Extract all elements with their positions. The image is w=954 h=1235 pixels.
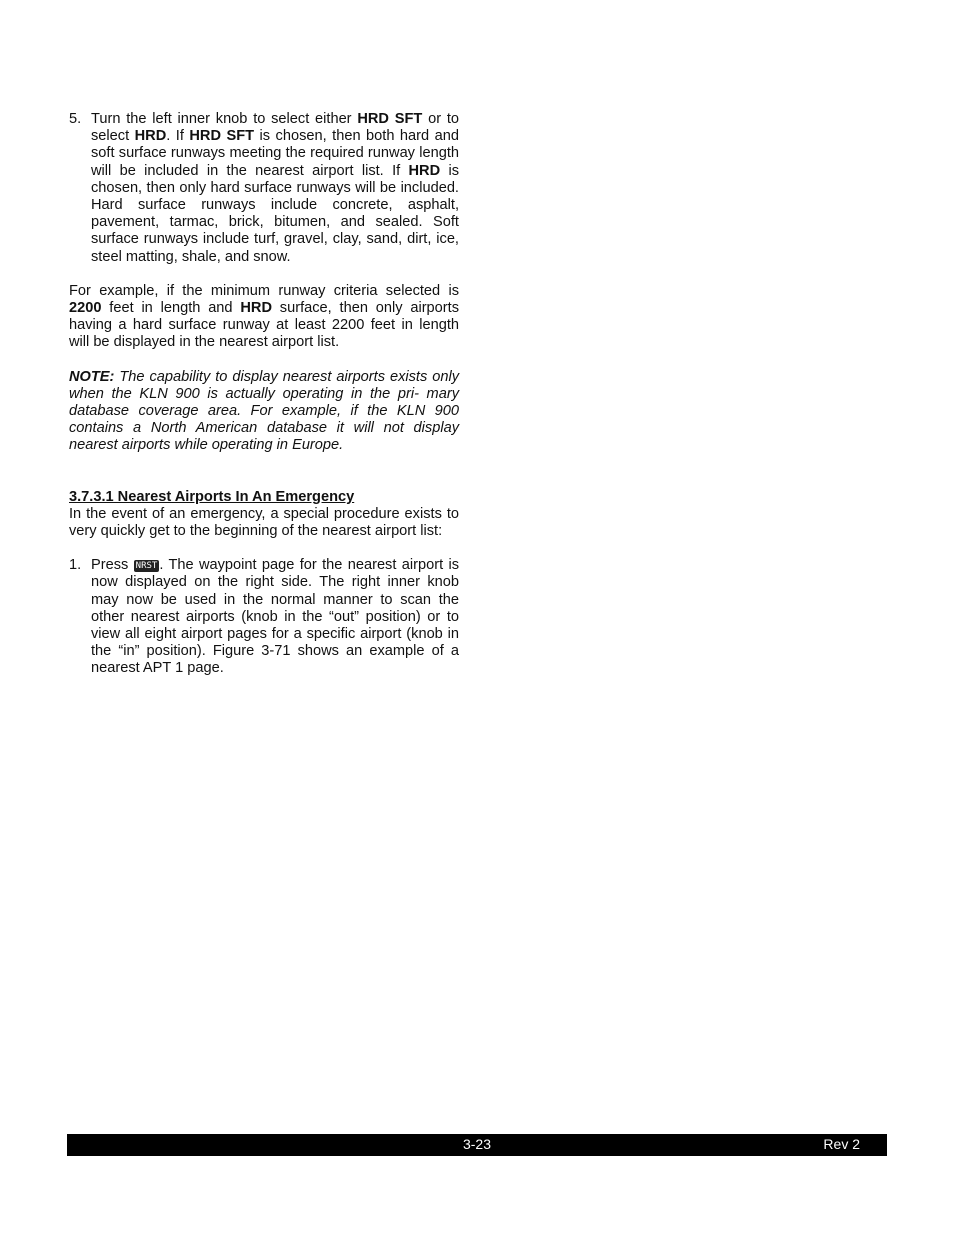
section-intro: In the event of an emergency, a special procedure exists to very quickly get to the beginning of the nearest airport list: (69, 505, 459, 540)
step-number: 5. (69, 111, 82, 127)
section-heading: 3.7.3.1 Nearest Airports In An Emergency (69, 488, 355, 505)
step-text: Press NRST . The waypoint page for the nearest airport is now displayed on the right side. The right inner knob may now be used in the normal manner to scan the other nearest airports (knob in the “out” position) or to view all eight airport pages for a specific airport (knob in the “in” position). Figure 3-71 shows an example of a nearest APT 1 page. (91, 557, 460, 677)
revision-label: Rev 2 (823, 1136, 860, 1152)
nrst-key-icon: NRST (135, 561, 158, 572)
step-5 (69, 111, 459, 266)
text-column (69, 111, 459, 678)
page-number: 3-23 (462, 1136, 492, 1152)
page-footer (67, 1134, 887, 1156)
step-number: 1. (69, 557, 82, 574)
note-paragraph: NOTE: The capability to display nearest airports exists only when the KLN 900 is actually operating in the pri- mary database coverage area. For example, if the KLN 900 contains a North American database it will not display nearest airports while operating in Europe. (69, 368, 459, 454)
step-1 (69, 557, 459, 677)
step-text: Turn the left inner knob to select either HRD SFT or to select HRD. If HRD SFT is chosen, then both hard and soft surface runways meeting the required runway length will be included in the nearest airport list. If HRD is chosen, then only hard surface runways will be included. Hard surface runways include concrete, asphalt, pavement, tarmac, brick, bitumen, and sealed. Soft surface runways include turf, gravel, clay, sand, dirt, ice, steel matting, shale, and snow. (91, 111, 460, 265)
example-paragraph: For example, if the minimum runway criteria selected is 2200 feet in length and HRD surface, then only airports having a hard surface runway at least 2200 feet in length will be displayed in the nearest airport list. (69, 282, 459, 351)
